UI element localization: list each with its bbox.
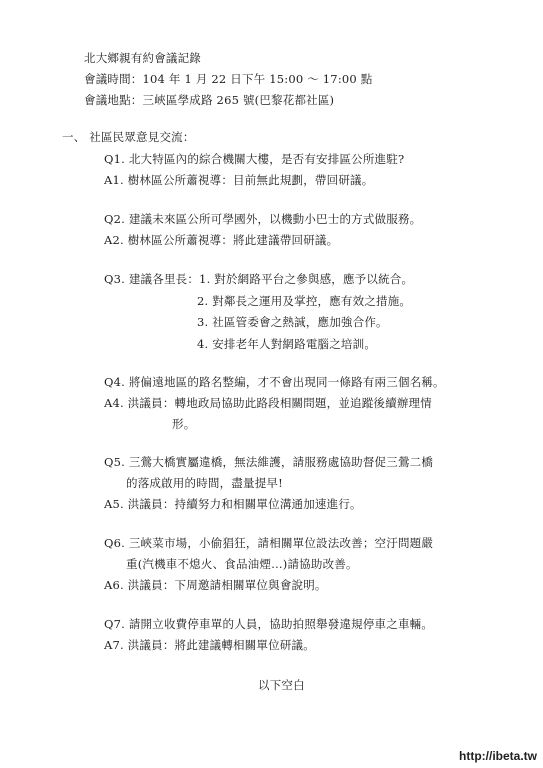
answer-4-continued: 形。 [172, 417, 196, 431]
answer-2: A2. 樹林區公所蕭視導：將此建議帶回研議。 [104, 233, 339, 247]
question-3: Q3. 建議各里長：1. 對於網路平台之參與感，應予以統合。 [104, 272, 414, 286]
answer-6: A6. 洪議員：下周邀請相關單位與會說明。 [104, 578, 327, 592]
question-5-continued: 的落成啟用的時間，盡量提早! [126, 476, 283, 490]
answer-5: A5. 洪議員：持續努力和相關單位溝通加速進行。 [104, 497, 362, 511]
document-title: 北大鄉親有約會議記錄 [84, 51, 201, 65]
question-6: Q6. 三峽菜市場，小偷猖狂，請相關單位設法改善；空汙問題嚴 [104, 536, 434, 550]
section-heading: 一、 社區民眾意見交流： [62, 130, 195, 144]
answer-7: A7. 洪議員：將此建議轉相關單位研議。 [104, 638, 315, 652]
end-note: 以下空白 [258, 678, 305, 692]
question-7: Q7. 請開立收費停車單的人員，協助拍照舉發違規停車之車輛。 [104, 617, 434, 631]
answer-1: A1. 樹林區公所蕭視導：目前無此規劃，帶回研議。 [104, 173, 374, 187]
question-2: Q2. 建議未來區公所可學國外，以機動小巴士的方式做服務。 [104, 212, 422, 226]
meeting-time: 會議時間：104 年 1 月 22 日下午 15:00 ～ 17:00 點 [84, 72, 373, 86]
question-4: Q4. 將偏遠地區的路名整編，才不會出現同一條路有兩三個名稱。 [104, 375, 445, 389]
question-3-item-2: 2. 對鄰長之運用及掌控，應有效之措施。 [197, 294, 412, 308]
question-1: Q1. 北大特區內的綜合機關大樓，是否有安排區公所進駐? [104, 152, 405, 166]
question-3-item-3: 3. 社區管委會之熱誠，應加強合作。 [197, 315, 388, 329]
watermark: http://ibeta.tw [459, 749, 537, 763]
question-3-item-4: 4. 安排老年人對網路電腦之培訓。 [197, 337, 377, 351]
meeting-place: 會議地點：三峽區學成路 265 號(巴黎花都社區) [84, 93, 335, 107]
question-6-continued: 重(汽機車不熄火、食品油煙…)請協助改善。 [126, 557, 358, 571]
answer-4: A4. 洪議員：轉地政局協助此路段相關問題，並追蹤後續辦理情 [104, 396, 432, 410]
question-5: Q5. 三鶯大橋實屬違橋，無法維護，請服務處協助督促三鶯二橋 [104, 455, 434, 469]
